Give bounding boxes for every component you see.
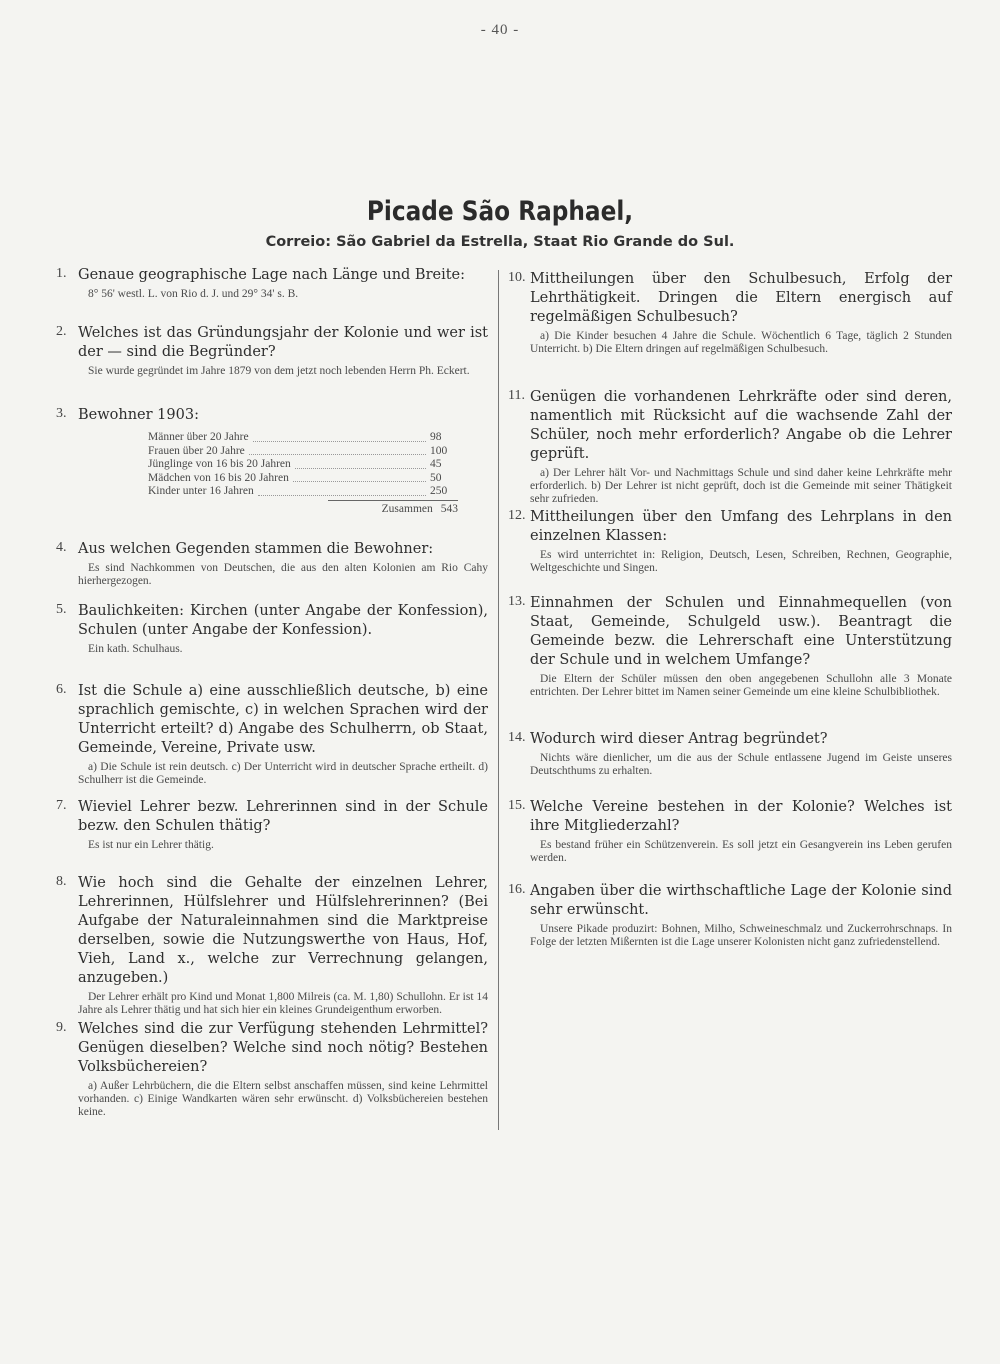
question-block [508,508,952,575]
population-row [148,458,458,472]
question-text: Einnahmen der Schulen und Einnahmequellen (von Staat, Gemeinde, Schulgeld usw.). Beantragt die Gemeinde bezw. die Lehrerschaft eine Unterstützung der Schule und in welchem Umfange? [530,595,952,668]
population-label: Frauen über 20 Jahre [148,444,245,457]
answer-text: Es bestand früher ein Schützenverein. Es soll jetzt ein Gesangverein ins Leben gerufen werden. [530,839,952,864]
population-value: 100 [430,444,448,457]
question-text: Ist die Schule a) eine ausschließlich deutsche, b) eine sprachlich gemischte, c) in welchen Sprachen wird der Unterricht erteilt? d) Angabe des Schulherrn, ob Staat, Gemeinde, Vereine, Private usw. [78,683,488,756]
question-block [56,602,488,656]
question-block [508,730,952,778]
question-text: Aus welchen Gegenden stammen die Bewohner: [78,541,434,557]
population-value: 45 [430,458,442,470]
question-number: 11. [508,388,525,403]
question-text: Wieviel Lehrer bezw. Lehrerinnen sind in der Schule bezw. den Schulen thätig? [78,799,488,834]
answer-text: a) Außer Lehrbüchern, die die Eltern selbst anschaffen müssen, sind keine Lehrmittel vorhanden. c) Einige Wandkarten wären sehr erwünscht. d) Volksbüchereien bestehen keine. [78,1080,488,1118]
question-text: Welches ist das Gründungsjahr der Kolonie und wer ist der — sind die Begründer? [78,325,488,360]
population-row [148,485,458,499]
question-number: 14. [508,730,526,745]
question-text: Welches sind die zur Verfügung stehenden Lehrmittel? Genügen dieselben? Welche sind noch nötig? Bestehen Volksbüchereien? [78,1021,488,1075]
population-value: 98 [430,431,442,443]
question-number: 10. [508,270,526,285]
population-table [148,431,458,516]
answer-text: Ein kath. Schulhaus. [88,643,183,655]
answer-text: a) Die Schule ist rein deutsch. c) Der Unterricht wird in deutscher Sprache ertheilt. d) Schulherr ist die Gemeinde. [78,761,488,786]
question-text: Wie hoch sind die Gehalte der einzelnen Lehrer, Lehrerinnen, Hülfslehrer und Hülfslehrerinnen? (Bei Aufgabe der Naturaleinnahmen sind die Marktpreise derselben, sowie die Nutzungswerthe von Haus, Hof, Vieh, Land x., welche zur Verrechnung gelangen, anzugeben.) [78,875,488,986]
population-value: 250 [430,485,448,497]
dot-leader [253,431,426,442]
population-label: Kinder unter 16 Jahren [148,485,254,497]
question-number: 3. [56,406,67,421]
population-label: Mädchen von 16 bis 20 Jahren [148,471,289,484]
question-text: Mittheilungen über den Schulbesuch, Erfolg der Lehrthätigkeit. Dringen die Eltern energisch auf regelmäßigen Schulbesuch? [530,271,952,325]
question-number: 9. [56,1020,67,1035]
population-label: Jünglinge von 16 bis 20 Jahren [148,458,291,470]
question-text: Angaben über die wirthschaftliche Lage der Kolonie sind sehr erwünscht. [530,883,952,918]
population-label: Männer über 20 Jahre [148,431,249,443]
population-row [148,431,458,445]
population-total-value: 543 [440,502,458,515]
question-number: 5. [56,602,67,617]
dot-leader [249,445,426,456]
question-number: 16. [508,882,526,897]
question-number: 13. [508,594,526,609]
question-number: 7. [56,798,67,813]
question-text: Welche Vereine bestehen in der Kolonie? Welches ist ihre Mitgliederzahl? [530,799,952,834]
question-block [56,540,488,588]
question-block [508,270,952,356]
answer-text: Der Lehrer erhält pro Kind und Monat 1,800 Milreis (ca. M. 1,80) Schullohn. Er ist 14 Jahre als Lehrer thätig und hat sich hier ein kleines Grundeigenthum erworben. [78,991,488,1016]
question-number: 15. [508,798,526,813]
page-number: - 40 - [480,22,520,38]
question-number: 8. [56,874,67,889]
population-row [148,445,458,459]
question-text: Wodurch wird dieser Antrag begründet? [530,731,828,747]
question-text: Bewohner 1903: [78,407,199,423]
answer-text: Es wird unterrichtet in: Religion, Deutsch, Lesen, Schreiben, Rechnen, Geographie, Weltgeschichte und Singen. [530,549,952,574]
question-text: Genügen die vorhandenen Lehrkräfte oder sind deren, namentlich mit Rücksicht auf die wachsende Zahl der Schüler, noch mehr erforderlich? Angabe ob die Lehrer geprüft. [530,389,952,462]
question-block [56,1020,488,1119]
answer-text: Nichts wäre dienlicher, um die aus der Schule entlassene Jugend im Geiste unseres Deutschthums zu erhalten. [530,752,952,777]
question-block [56,324,488,378]
question-block [56,798,488,852]
question-block [56,682,488,787]
question-block [508,388,952,506]
question-text: Baulichkeiten: Kirchen (unter Angabe der Konfession), Schulen (unter Angabe der Konfession). [78,603,488,638]
question-block [56,266,488,301]
question-number: 4. [56,540,67,555]
question-block [56,874,488,1017]
answer-text: Sie wurde gegründet im Jahre 1879 von dem jetzt noch lebenden Herrn Ph. Eckert. [88,365,470,377]
question-number: 12. [508,508,526,523]
answer-text: Die Eltern der Schüler müssen den oben angegebenen Schullohn alle 3 Monate entrichten. Der Lehrer bittet im Namen seiner Gemeinde um eine kleine Schulbibliothek. [530,673,952,698]
population-row [148,472,458,486]
question-number: 1. [56,266,67,281]
population-total-label: Zusammen [381,502,433,515]
answer-text: 8° 56' westl. L. von Rio d. J. und 29° 34' s. B. [88,288,299,300]
page-subtitle: Correio: São Gabriel da Estrella, Staat Rio Grande do Sul. [265,234,735,250]
question-number: 6. [56,682,67,697]
question-number: 2. [56,324,67,339]
answer-text: Es ist nur ein Lehrer thätig. [88,839,214,851]
column-divider [498,270,499,1130]
dot-leader [258,485,426,496]
answer-text: a) Der Lehrer hält Vor- und Nachmittags Schule und sind daher keine Lehrkräfte mehr erforderlich. b) Der Lehrer ist nicht geprüft, doch ist die Gemeinde mit seiner Thätigkeit sehr zufrieden. [530,467,952,505]
answer-text: a) Die Kinder besuchen 4 Jahre die Schule. Wöchentlich 6 Tage, täglich 2 Stunden Unterricht. b) Die Eltern dringen auf regelmäßigen Schulbesuch. [530,330,952,355]
answer-text: Es sind Nachkommen von Deutschen, die aus den alten Kolonien am Rio Cahy hierhergezogen. [78,562,488,587]
population-total [328,500,458,516]
question-text: Genaue geographische Lage nach Länge und Breite: [78,267,466,283]
page-title: Picade São Raphael, [366,196,634,227]
dot-leader [295,458,426,469]
question-block [508,882,952,949]
question-block [508,594,952,699]
answer-text: Unsere Pikade produzirt: Bohnen, Milho, Schweineschmalz und Zuckerrohrschnaps. In Folge der letzten Mißernten ist die Lage unserer Kolonisten nicht ganz zufriedenstellend. [530,923,952,948]
population-value: 50 [430,471,442,484]
question-block [508,798,952,865]
dot-leader [293,472,426,483]
question-text: Mittheilungen über den Umfang des Lehrplans in den einzelnen Klassen: [530,509,952,544]
question-block [56,406,488,516]
